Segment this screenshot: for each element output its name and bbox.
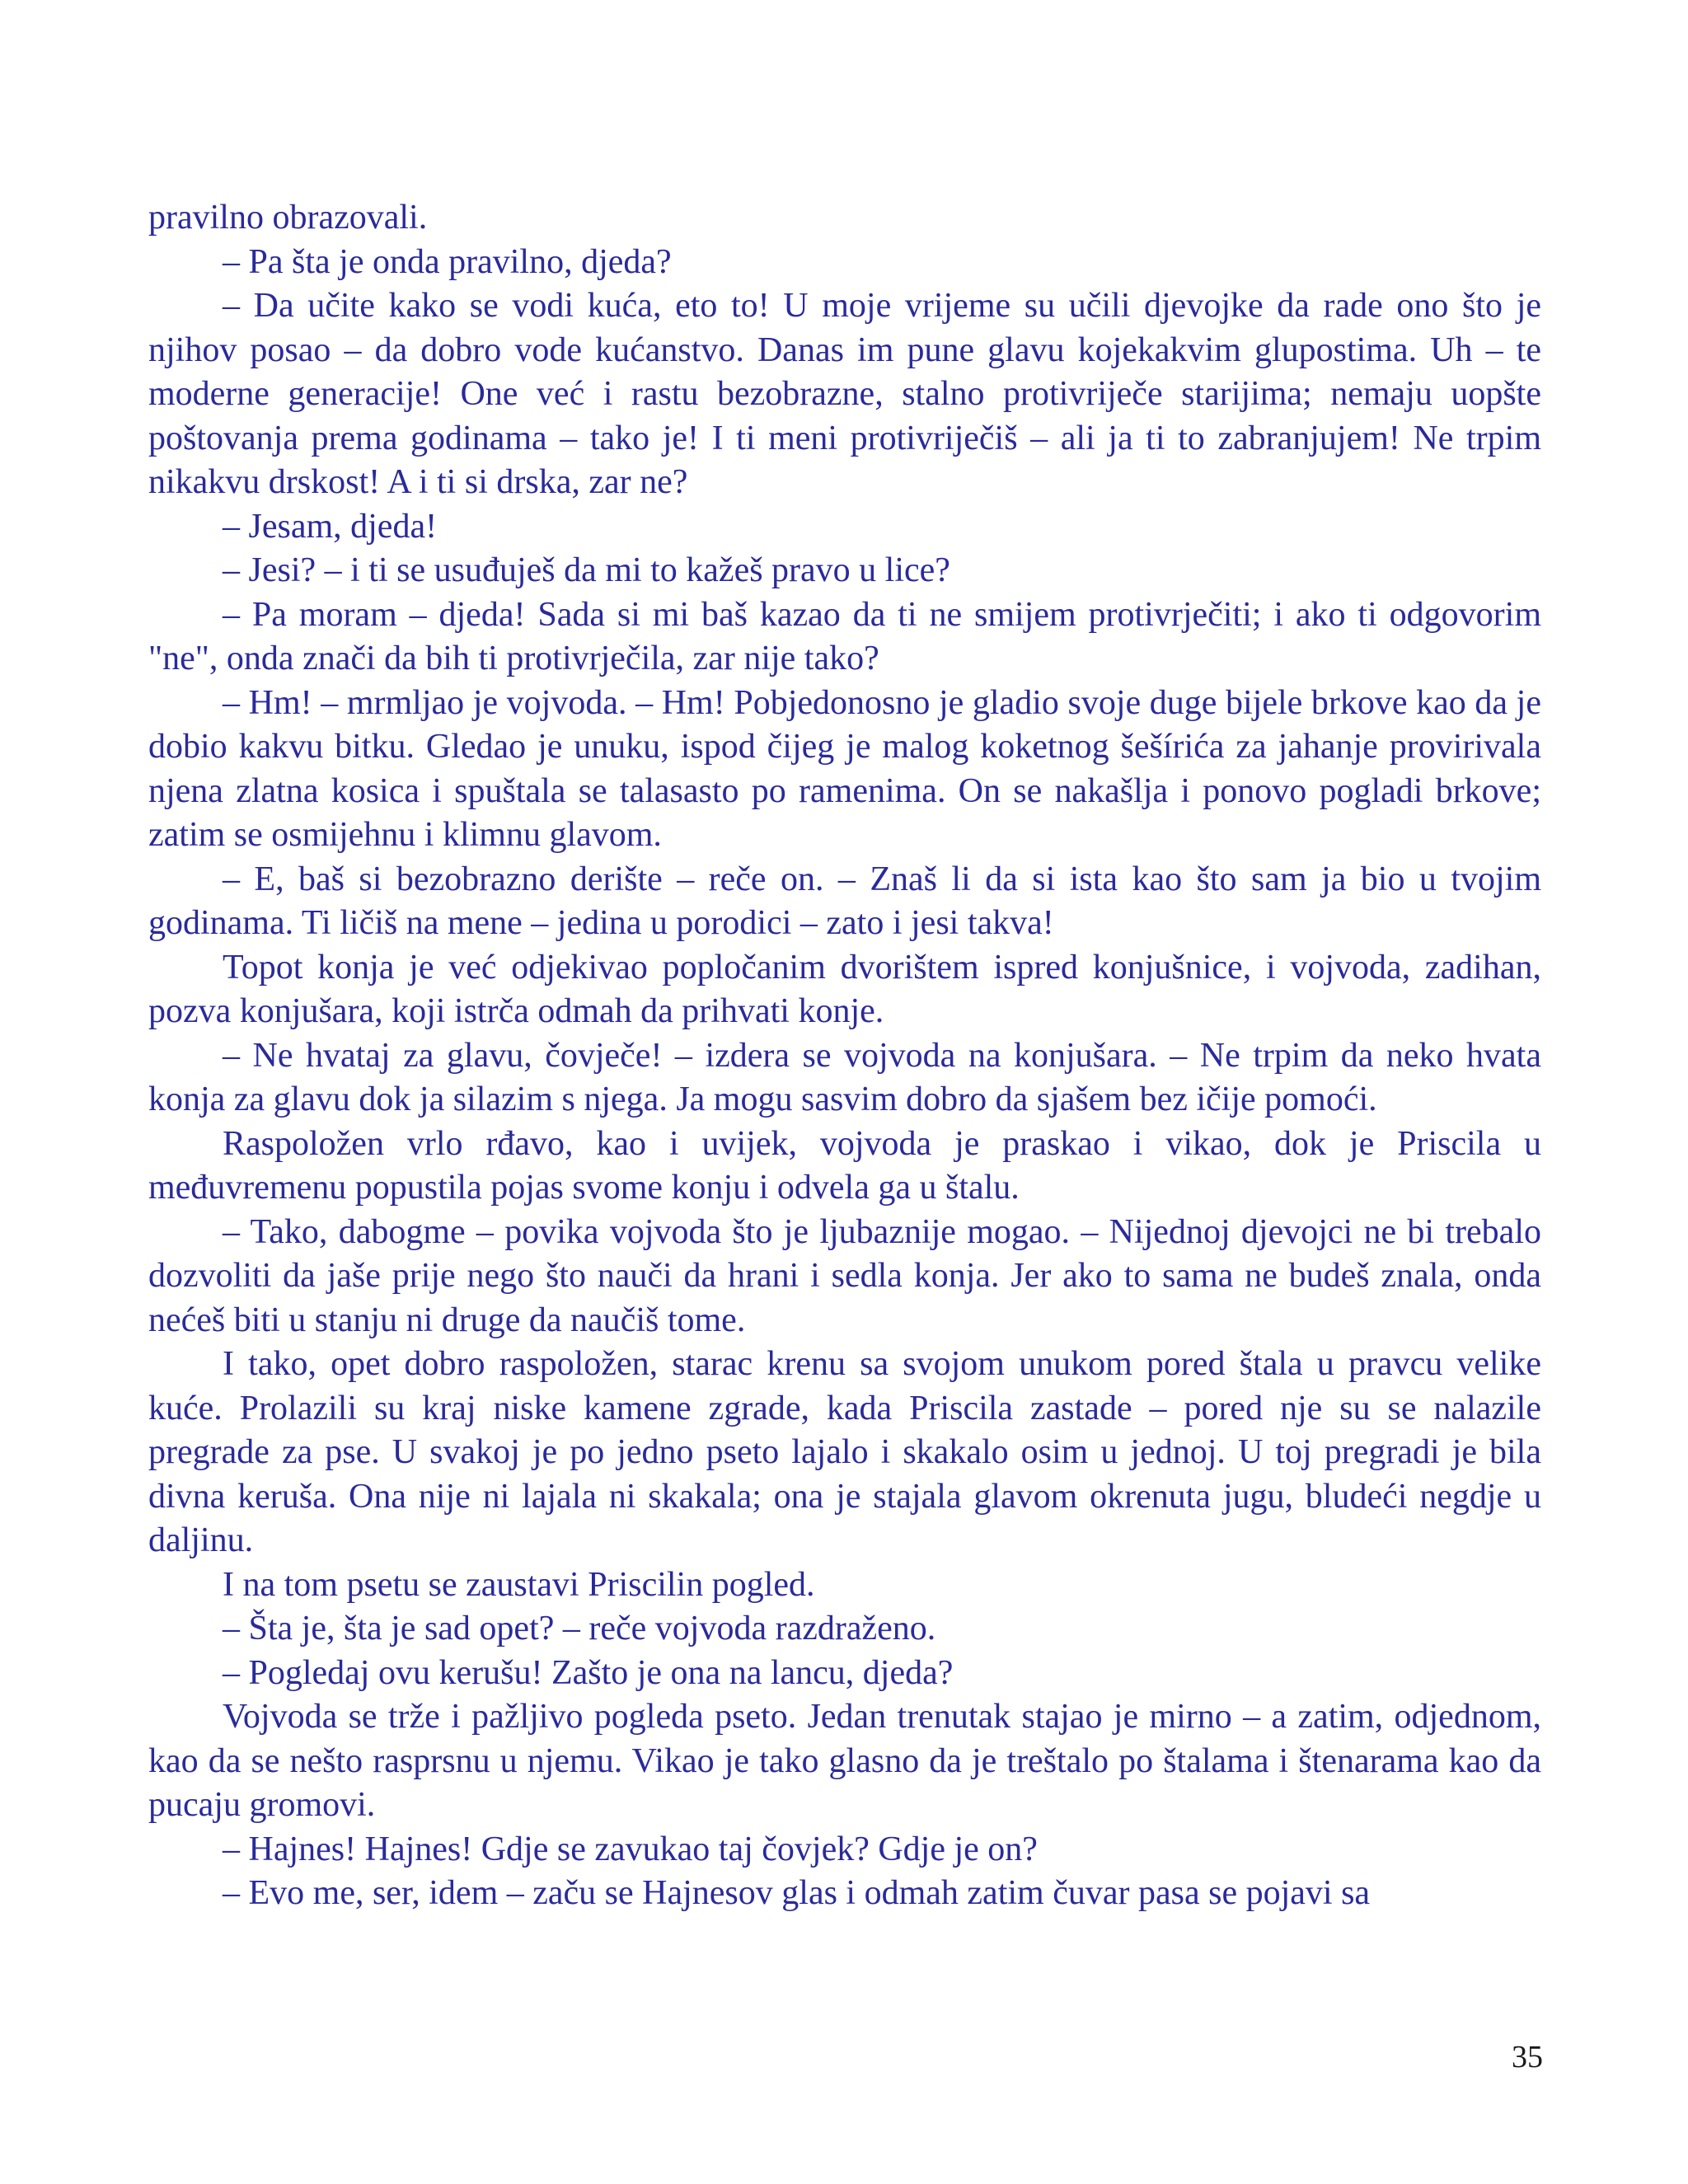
paragraph-9: Topot konja je već odjekivao popločanim dvorištem ispred konjušnice, i vojvoda, zadihan, pozva konjušara, koji istrča odmah da prihvati konje. bbox=[148, 948, 1541, 1030]
page-body-text bbox=[148, 196, 1541, 1916]
paragraph-12: – Tako, dabogme – povika vojvoda što je ljubaznije mogao. – Nijednoj djevojci ne bi trebalo dozvoliti da jaše prije nego što nauči da hrani i sedla konja. Jer ako to sama ne budeš znala, onda nećeš biti u stanju ni druge da naučiš tome. bbox=[148, 1212, 1541, 1339]
paragraph-14: I na tom psetu se zaustavi Priscilin pogled. bbox=[223, 1565, 815, 1604]
paragraph-13: I tako, opet dobro raspoložen, starac krenu sa svojom unukom pored štala u pravcu velike kuće. Prolazili su kraj niske kamene zgrade, kada Priscila zastade – pored nje su se nalazile pregrade za pse. U svakoj je po jedno pseto lajalo i skakalo osim u jednoj. U toj pregradi je bila divna keruša. Ona nije ni lajala ni skakala; ona je stajala glavom okrenuta jugu, bludeći negdje u daljinu. bbox=[148, 1345, 1541, 1559]
paragraph-1: pravilno obrazovali. bbox=[148, 199, 428, 237]
paragraph-8: – E, baš si bezobrazno derište – reče on. – Znaš li da si ista kao što sam ja bio u tvojim godinama. Ti ličiš na mene – jedina u porodici – zato i jesi takva! bbox=[148, 860, 1541, 942]
paragraph-16: – Pogledaj ovu kerušu! Zašto je ona na lancu, djeda? bbox=[223, 1653, 954, 1692]
page-number: 35 bbox=[1512, 2040, 1543, 2074]
paragraph-7: – Hm! – mrmljao je vojvoda. – Hm! Pobjedonosno je gladio svoje duge bijele brkove kao da je dobio kakvu bitku. Gledao je unuku, ispod čijeg je malog koketnog šešírića za jahanje provirivala njena zlatna kosica i spuštala se talasasto po ramenima. On se nakašlja i ponovo pogladi brkove; zatim se osmijehnu i klimnu glavom. bbox=[148, 683, 1541, 854]
paragraph-6: – Pa moram – djeda! Sada si mi baš kazao da ti ne smijem protivrječiti; i ako ti odgovorim "ne", onda znači da bih ti protivrječila, zar nije tako? bbox=[148, 595, 1541, 677]
paragraph-19: – Evo me, ser, idem – začu se Hajnesov glas i odmah zatim čuvar pasa se pojavi sa bbox=[223, 1874, 1371, 1912]
paragraph-2: – Pa šta je onda pravilno, djeda? bbox=[223, 242, 672, 281]
paragraph-15: – Šta je, šta je sad opet? – reče vojvoda razdraženo. bbox=[223, 1610, 936, 1647]
paragraph-17: Vojvoda se trže i pažljivo pogleda pseto. Jedan trenutak stajao je mirno – a zatim, odjednom, kao da se nešto rasprsnu u njemu. Vikao je tako glasno da je treštalo po štalama i štenarama kao da pucaju gromovi. bbox=[148, 1698, 1541, 1824]
paragraph-18: – Hajnes! Hajnes! Gdje se zavukao taj čovjek? Gdje je on? bbox=[223, 1830, 1038, 1868]
paragraph-10: – Ne hvataj za glavu, čovječe! – izdera se vojvoda na konjušara. – Ne trpim da neko hvata konja za glavu dok ja silazim s njega. Ja mogu sasvim dobro da sjašem bez ičije pomoći. bbox=[148, 1036, 1541, 1118]
paragraph-11: Raspoložen vrlo rđavo, kao i uvijek, vojvoda je praskao i vikao, dok je Priscila u međuvremenu popustila pojas svome konju i odvela ga u štalu. bbox=[148, 1124, 1541, 1207]
paragraph-3: – Da učite kako se vodi kuća, eto to! U moje vrijeme su učili djevojke da rade ono što je njihov posao – da dobro vode kućanstvo. Danas im pune glavu kojekakvim glupostima. Uh – te moderne generacije! One već i rastu bezobrazne, stalno protivriječe starijima; nemaju uopšte poštovanja prema godinama – tako je! I ti meni protivriječiš – ali ja ti to zabranjujem! Ne trpim nikakvu drskost! A i ti si drska, zar ne? bbox=[148, 287, 1541, 501]
paragraph-5: – Jesi? – i ti se usuđuješ da mi to kažeš pravo u lice? bbox=[223, 551, 950, 589]
paragraph-4: – Jesam, djeda! bbox=[223, 507, 438, 546]
